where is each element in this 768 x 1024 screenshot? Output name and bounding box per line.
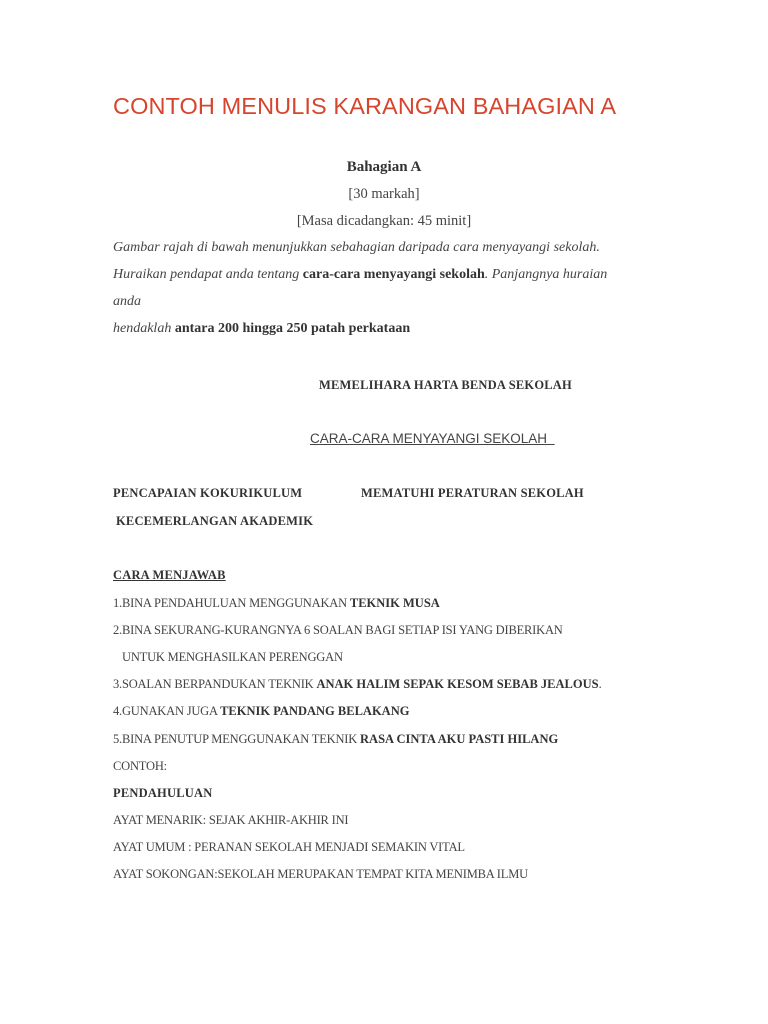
steps-heading: CARA MENJAWAB xyxy=(113,568,226,582)
page-title: CONTOH MENULIS KARANGAN BAHAGIAN A xyxy=(113,93,617,119)
diagram-node-bottom: KECEMERLANGAN AKADEMIK xyxy=(116,514,314,528)
example-line-2: AYAT UMUM : PERANAN SEKOLAH MENJADI SEMAKIN VITAL xyxy=(113,840,465,854)
step-3 xyxy=(113,677,602,692)
example-line-3: AYAT SOKONGAN:SEKOLAH MERUPAKAN TEMPAT KITA MENIMBA ILMU xyxy=(113,867,528,881)
section-heading: Bahagian A xyxy=(346,159,422,175)
instruction-topic: cara-cara menyayangi sekolah xyxy=(302,267,485,282)
step-emphasis: ANAK HALIM SEPAK KESOM SEBAB JEALOUS xyxy=(316,677,599,691)
step-text: 5.BINA PENUTUP MENGGUNAKAN TEKNIK xyxy=(113,732,361,746)
instruction-line-2 xyxy=(113,267,607,283)
example-line-1: AYAT MENARIK: SEJAK AKHIR-AKHIR INI xyxy=(113,813,349,827)
step-emphasis: RASA CINTA AKU PASTI HILANG xyxy=(360,732,559,746)
step-1 xyxy=(113,596,440,611)
step-emphasis: TEKNIK MUSA xyxy=(349,596,440,610)
instruction-line-3: anda xyxy=(113,294,141,309)
diagram-center xyxy=(310,431,555,446)
instruction-text: . Panjangnya huraian xyxy=(484,267,608,282)
instruction-word-count: antara 200 hingga 250 patah perkataan xyxy=(174,321,411,336)
step-4 xyxy=(113,704,409,719)
step-emphasis: TEKNIK PANDANG BELAKANG xyxy=(220,704,410,718)
step-2: 2.BINA SEKURANG-KURANGNYA 6 SOALAN BAGI SETIAP ISI YANG DIBERIKAN xyxy=(113,623,563,637)
diagram-node-left: PENCAPAIAN KOKURIKULUM xyxy=(113,486,303,500)
marks-label: [30 markah] xyxy=(348,186,420,202)
instruction-text: hendaklah xyxy=(113,321,175,336)
diagram-node-right: MEMATUHI PERATURAN SEKOLAH xyxy=(361,486,584,500)
instruction-text: Huraikan pendapat anda tentang xyxy=(113,267,303,282)
time-label: [Masa dicadangkan: 45 minit] xyxy=(296,213,472,229)
step-2-continued: UNTUK MENGHASILKAN PERENGGAN xyxy=(122,650,343,664)
diagram-node-top: MEMELIHARA HARTA BENDA SEKOLAH xyxy=(319,378,572,392)
instruction-line-4 xyxy=(113,321,410,337)
step-text: 1.BINA PENDAHULUAN MENGGUNAKAN xyxy=(113,596,350,610)
step-text: . xyxy=(598,677,602,691)
step-text: 4.GUNAKAN JUGA xyxy=(113,704,221,718)
example-heading: PENDAHULUAN xyxy=(113,786,213,800)
step-5 xyxy=(113,732,558,747)
instruction-line-1: Gambar rajah di bawah menunjukkan sebahagian daripada cara menyayangi sekolah. xyxy=(113,240,600,255)
step-text: 3.SOALAN BERPANDUKAN TEKNIK xyxy=(113,677,317,691)
example-label: CONTOH: xyxy=(113,759,167,773)
diagram-center-label: CARA-CARA MENYAYANGI SEKOLAH xyxy=(310,431,548,446)
